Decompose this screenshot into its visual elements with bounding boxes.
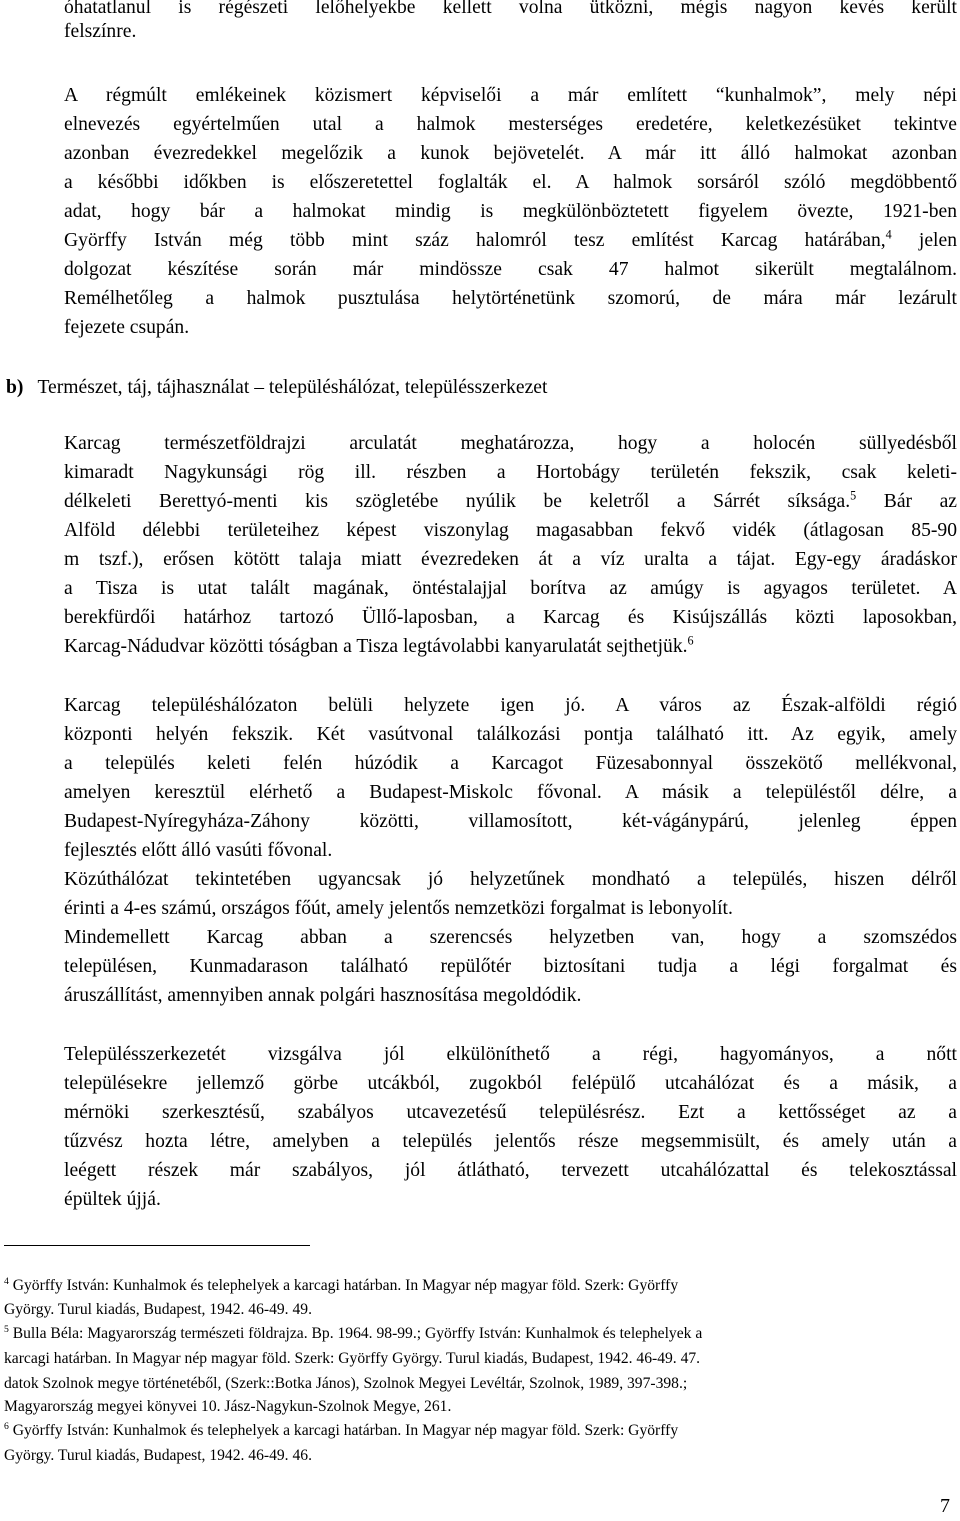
- footnote-line: György. Turul kiadás, Budapest, 1942. 46-49. 46.: [4, 1447, 312, 1464]
- footnote-text: Györffy István: Kunhalmok és telephelyek a karcagi határban. In Magyar nép magyar föld. Szerk: Györffy: [12, 1277, 679, 1294]
- footnote-number: 5: [4, 1324, 9, 1336]
- line-text: Györffy István még több mint száz halomról tesz említést Karcag határában,: [64, 230, 886, 251]
- footnote-text: Györffy István: Kunhalmok és telephelyek a karcagi határban. In Magyar nép magyar föld. Szerk: Györffy: [12, 1422, 679, 1439]
- section-marker: b): [6, 377, 24, 398]
- text-line: Remélhetőleg a halmok pusztulása helytörténetünk szomorú, de mára már lezárult: [64, 288, 957, 309]
- text-line: kimaradt Nagykunsági rög ill. részben a Hortobágy területén fekszik, csak keleti-: [64, 462, 957, 483]
- line-text: délkeleti Berettyó-menti kis szögletébe nyúlik be keletről a Sárrét síksága.: [64, 491, 851, 512]
- footnote-ref-6[interactable]: 6: [687, 633, 694, 648]
- section-heading: [6, 376, 547, 400]
- text-line: leégett részek már szabályos, jól átlátható, tervezett utcahálózattal és telekosztással: [64, 1160, 957, 1181]
- text-line: [64, 490, 957, 514]
- text-line: fejlesztés előtt álló vasúti fővonal.: [64, 840, 333, 861]
- footnote-line: [4, 1421, 956, 1440]
- line-tail: Bár az: [883, 491, 957, 512]
- text-line: Karcag természetföldrajzi arculatát meghatározza, hogy a holocén süllyedésből: [64, 433, 957, 454]
- section-title: Természet, táj, tájhasználat – településhálózat, településszerkezet: [37, 377, 548, 398]
- text-line: Mindemellett Karcag abban a szerencsés helyzetben van, hogy a szomszédos: [64, 927, 957, 948]
- text-line: amelyen keresztül elérhető a Budapest-Miskolc fővonal. A másik a településtől délre, a: [64, 782, 957, 803]
- text-line: fejezete csupán.: [64, 317, 190, 338]
- footnote-line: datok Szolnok megye történetéből, (Szerk::Botka János), Szolnok Megyei Levéltár, Szolnok, 1989, 397-398.;: [4, 1375, 688, 1392]
- footnote-number: 4: [4, 1276, 9, 1288]
- footnote-text: Bulla Béla: Magyarország természeti földrajza. Bp. 1964. 98-99.; Györffy István: Kunhalmok és telephelyek a: [12, 1325, 703, 1342]
- text-line: Budapest-Nyíregyháza-Záhony közötti, villamosított, két-vágánypárú, jelenleg éppen: [64, 811, 957, 832]
- footnote-ref-4[interactable]: 4: [885, 227, 892, 242]
- text-line: mérnöki szerkesztésű, szabályos utcavezetésű településrész. Ezt a kettősséget az a: [64, 1102, 957, 1123]
- text-line: épültek újjá.: [64, 1189, 161, 1210]
- text-line: A régmúlt emlékeinek közismert képviselői a már említett “kunhalmok”, mely népi: [64, 85, 957, 106]
- text-line: [64, 635, 957, 659]
- text-line: a Tisza is utat talált magának, öntéstalajjal borítva az amúgy is agyagos területet. A: [64, 578, 957, 599]
- text-line: tűzvész hozta létre, amelyben a település jelentős része megsemmisült, és amely után a: [64, 1131, 957, 1152]
- page-number: 7: [940, 1495, 950, 1517]
- text-line: a település keleti felén húzódik a Karcagot Füzesabonnyal összekötő mellékvonal,: [64, 753, 957, 774]
- footnote-number: 6: [4, 1421, 9, 1433]
- text-line: Karcag településhálózaton belüli helyzete igen jó. A város az Észak-alföldi régió: [64, 695, 957, 716]
- text-line: adat, hogy bár a halmokat mindig is megkülönböztetett figyelem övezte, 1921-ben: [64, 201, 957, 222]
- footnote-line: [4, 1276, 956, 1295]
- text-line: berekfürdői határhoz tartozó Üllő-laposban, a Karcag és Kisújszállás közti laposokban,: [64, 607, 957, 628]
- text-line: Alföld délebbi területeihez képest viszonylag magasabban fekvő vidék (átlagosan 85-90: [64, 520, 957, 541]
- text-line: m tszf.), erősen kötött talaja miatt évezredeken át a víz uralta a tájat. Egy-egy áradáskor: [64, 549, 957, 570]
- text-line: áruszállítást, amennyiben annak polgári hasznosítása megoldódik.: [64, 985, 582, 1006]
- footnote-line: György. Turul kiadás, Budapest, 1942. 46-49. 49.: [4, 1301, 312, 1318]
- text-line: központi helyén fekszik. Két vasútvonal találkozási pontja található itt. Az egyik, amely: [64, 724, 957, 745]
- footnote-line: [4, 1324, 956, 1343]
- text-line: Településszerkezetét vizsgálva jól elkülöníthető a régi, hagyományos, a nőtt: [64, 1044, 957, 1065]
- text-line: településekre jellemző görbe utcákból, zugokból felépülő utcahálózat és a másik, a: [64, 1073, 957, 1094]
- footnote-ref-5[interactable]: 5: [850, 488, 857, 503]
- text-line: azonban évezredekkel megelőzik a kunok bejövetelét. A már itt álló halmokat azonban: [64, 143, 957, 164]
- line-tail: jelen: [918, 230, 957, 251]
- text-line: érinti a 4-es számú, országos főút, amely jelentős nemzetközi forgalmat is lebonyolít.: [64, 898, 733, 919]
- text-line: dolgozat készítése során már mindössze csak 47 halmot sikerült megtalálnom.: [64, 259, 957, 280]
- line-text: Karcag-Nádudvar közötti tóságban a Tisza legtávolabbi kanyarulatát sejthetjük.: [64, 636, 688, 657]
- text-line: a későbbi időkben is előszeretettel foglalták el. A halmok sorsáról szóló megdöbbentő: [64, 172, 957, 193]
- text-line: [64, 229, 957, 253]
- footnote-line: Magyarország megyei könyvei 10. Jász-Nagykun-Szolnok Megye, 261.: [4, 1398, 452, 1415]
- text-line: elnevezés egyértelműen utal a halmok mesterséges eredetére, keletkezésüket tekintve: [64, 114, 957, 135]
- text-line: felszínre.: [64, 21, 137, 42]
- text-line: Közúthálózat tekintetében ugyancsak jó helyzetűnek mondható a település, hiszen délről: [64, 869, 957, 890]
- text-line: településen, Kunmadarason található repülőtér biztosítani tudja a légi forgalmat és: [64, 956, 957, 977]
- text-line: óhatatlanul is régészeti lelőhelyekbe kellett volna ütközni, mégis nagyon kevés került: [64, 0, 957, 18]
- footnote-separator: [4, 1245, 310, 1246]
- footnote-line: karcagi határban. In Magyar nép magyar föld. Szerk: Györffy György. Turul kiadás, Budapest, 1942. 46-49. 47.: [4, 1350, 701, 1367]
